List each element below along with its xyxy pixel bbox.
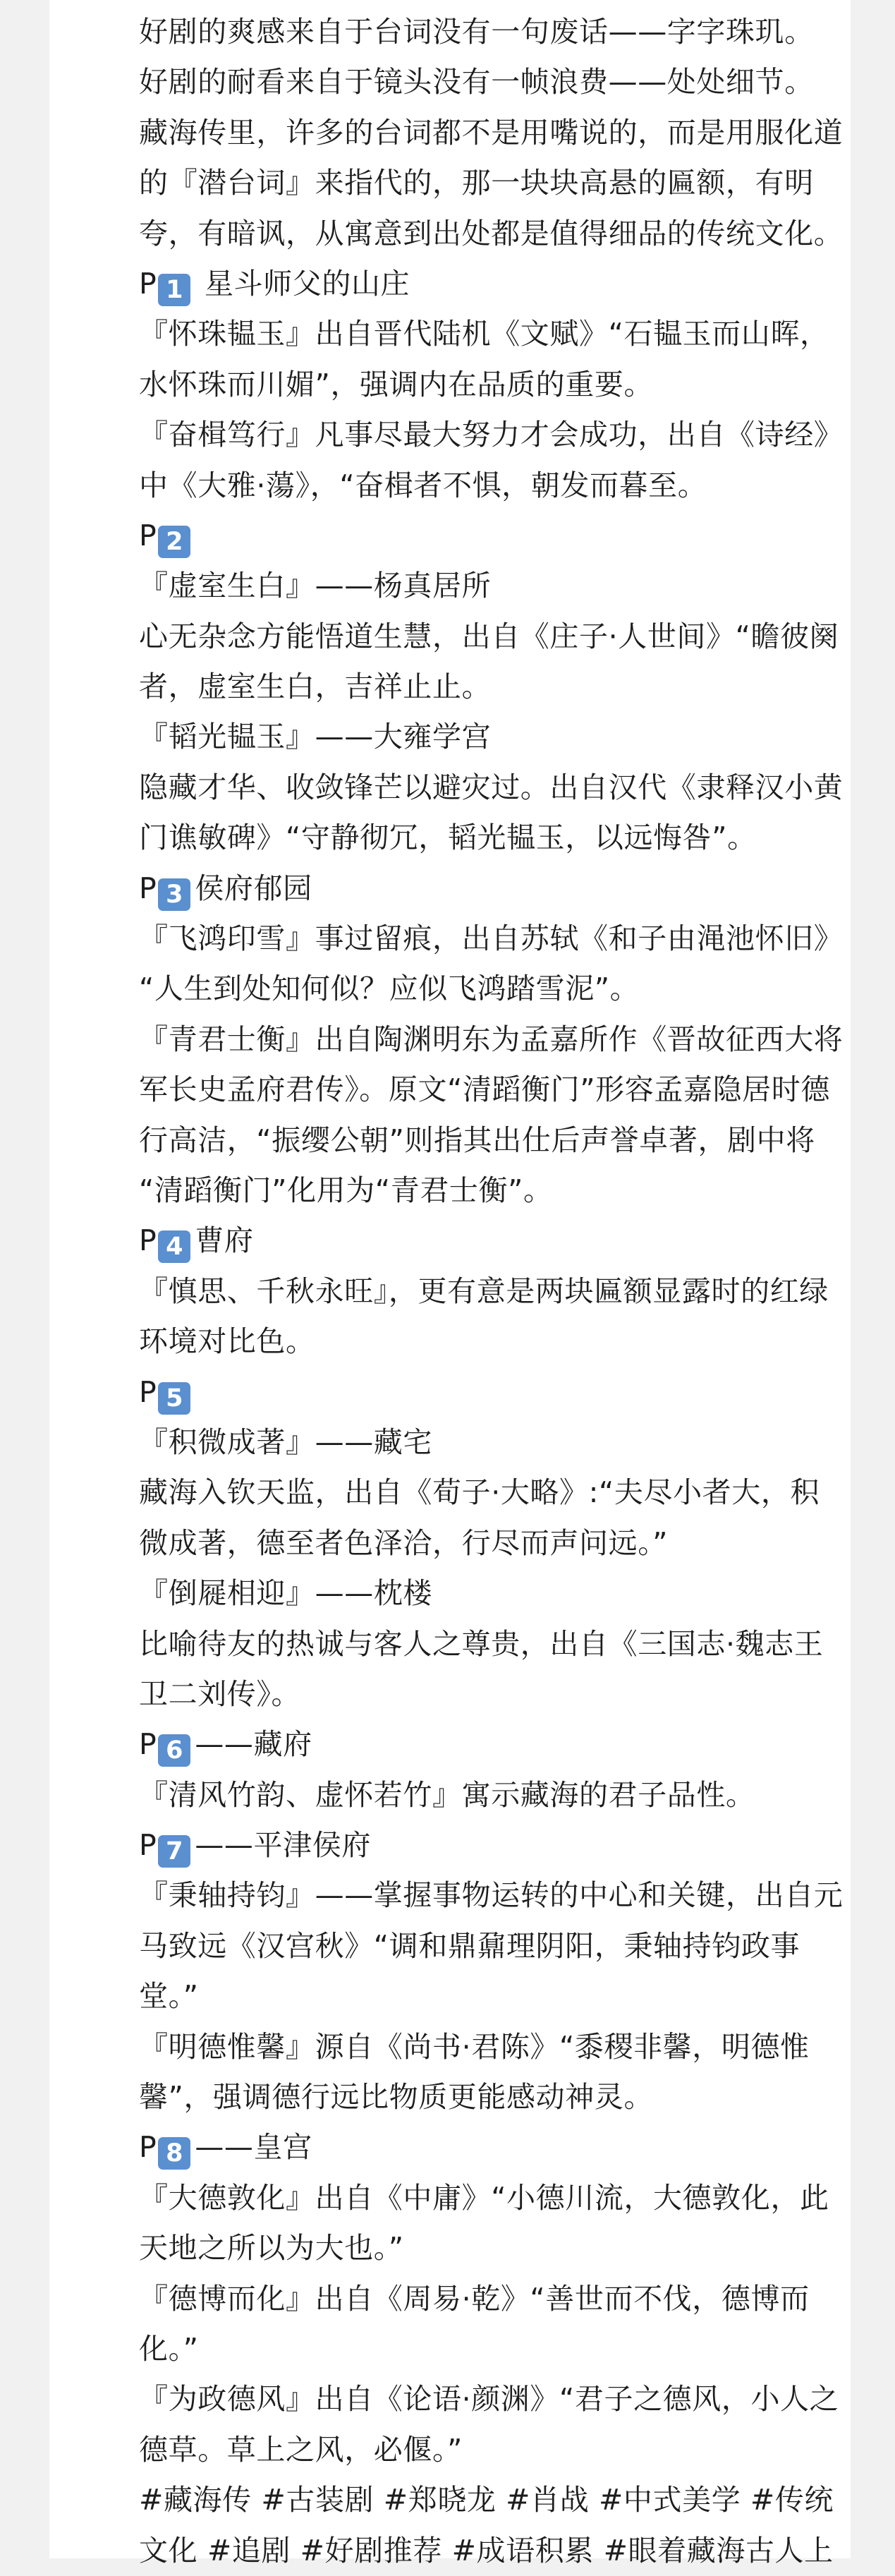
section-title: 曹府	[195, 1223, 254, 1258]
text-line: 微成著，德至者色泽洽，行尽而声问远。”	[139, 1525, 669, 1560]
section-prefix: P	[139, 1727, 157, 1762]
text-line: 卫二刘传》。	[139, 1676, 301, 1711]
number-badge-icon: 5	[158, 1382, 190, 1415]
text-line: 者，虚室生白，吉祥止止。	[139, 670, 492, 704]
text-line: 化。”	[139, 2331, 199, 2366]
text-line: 『慎思、千秋永旺』，更有意是两块匾额显露时的红绿	[139, 1274, 829, 1308]
number-badge-icon: 7	[158, 1835, 190, 1868]
text-line: 好剧的爽感来自于台词没有一句废话——字字珠玑。	[139, 15, 814, 49]
text-line: 的『潜台词』来指代的，那一块块高悬的匾额，有明	[139, 166, 814, 200]
text-line: 隐藏才华、收敛锋芒以避灾过。出自汉代《隶释汉小黄	[139, 770, 844, 804]
text-line: 夸，有暗讽，从寓意到出处都是值得细品的传统文化。	[139, 216, 844, 250]
text-line: 藏海传里，许多的台词都不是用嘴说的，而是用服化道	[139, 115, 844, 150]
number-badge-icon: 6	[158, 1734, 190, 1767]
section-heading	[139, 2122, 872, 2172]
section-prefix: P	[139, 1374, 157, 1409]
section-prefix: P	[139, 518, 157, 552]
section-prefix: P	[139, 1828, 157, 1863]
number-badge-icon: 8	[158, 2137, 190, 2170]
section-title: ——皇宫	[195, 2130, 312, 2165]
text-line: 军长史孟府君传》。原文“清蹈衡门”形容孟嘉隐居时德	[139, 1072, 830, 1107]
article-page	[49, 0, 851, 2568]
section-title: ——平津侯府	[195, 1828, 371, 1863]
text-line: 天地之所以为大也。”	[139, 2231, 404, 2266]
text-line: 比喻待友的热诚与客人之尊贵，出自《三国志·魏志王	[139, 1626, 824, 1661]
text-line: 心无杂念方能悟道生慧，出自《庄子·人世间》“瞻彼阕	[139, 619, 839, 653]
text-line: 『倒屣相迎』——枕楼	[139, 1576, 432, 1611]
text-line: 好剧的耐看来自于镜头没有一帧浪费——处处细节。	[139, 65, 814, 99]
text-line: 『大德敦化』出自《中庸》“小德川流，大德敦化，此	[139, 2180, 829, 2215]
text-line: 门谯敏碑》“守静彻冗，韬光韫玉，以远悔咎”。	[139, 821, 757, 855]
text-line: 『明德惟馨』源自《尚书·君陈》“黍稷非馨，明德惟	[139, 2029, 810, 2064]
section-title: 侯府郁园	[195, 871, 312, 905]
text-line: 『秉轴持钧』——掌握事物运转的中心和关键，出自元	[139, 1878, 844, 1913]
text-line: 『奋楫笃行』凡事尽最大努力才会成功，出自《诗经》	[139, 418, 844, 452]
section-heading	[139, 1820, 872, 1870]
section-heading	[139, 1367, 872, 1417]
text-line: “清蹈衡门”化用为“青君士衡”。	[139, 1173, 553, 1207]
text-line: 馨”，强调德行远比物质更能感动神灵。	[139, 2080, 654, 2115]
section-title: 星斗师父的山庄	[195, 266, 410, 301]
text-line: 『飞鸿印雪』事过留痕，出自苏轼《和子由渑池怀旧》	[139, 921, 844, 956]
text-line: 『为政德风』出自《论语·颜渊》“君子之德风，小人之	[139, 2382, 839, 2417]
text-line: “人生到处知何似？应似飞鸿踏雪泥”。	[139, 972, 640, 1006]
section-title: ——藏府	[195, 1727, 312, 1762]
text-line: 水怀珠而川媚”，强调内在品质的重要。	[139, 367, 654, 401]
number-badge-icon: 1	[158, 274, 190, 306]
section-heading	[139, 259, 872, 309]
article-body	[139, 7, 872, 2576]
text-line: 『德博而化』出自《周易·乾》“善世而不伐，德博而	[139, 2281, 810, 2316]
text-line: 中《大雅·蕩》，“奋楫者不惧，朝发而暮至。	[139, 468, 707, 502]
section-heading	[139, 864, 872, 914]
text-line: 堂。”	[139, 1979, 199, 2014]
text-line: 『韬光韫玉』——大雍学宫	[139, 720, 492, 754]
text-line: 『怀珠韫玉』出自晋代陆机《文赋》“石韫玉而山晖，	[139, 317, 829, 351]
text-line: 环境对比色。	[139, 1324, 315, 1359]
text-line: 『积微成著』——藏宅	[139, 1425, 432, 1459]
number-badge-icon: 2	[158, 526, 190, 558]
section-heading	[139, 511, 872, 561]
number-badge-icon: 3	[158, 878, 190, 911]
number-badge-icon: 4	[158, 1230, 190, 1263]
section-prefix: P	[139, 1223, 157, 1258]
section-prefix: P	[139, 871, 157, 905]
text-line: 行高洁，“振缨公朝”则指其出仕后声誉卓著，剧中将	[139, 1123, 815, 1157]
hashtag-line: #藏海传 #古装剧 #郑晓龙 #肖战 #中式美学 #传统	[139, 2483, 834, 2517]
text-line: 藏海入钦天监，出自《荀子·大略》:“夫尽小者大，积	[139, 1475, 820, 1510]
text-line: 『青君士衡』出自陶渊明东为孟嘉所作《晋故征西大将	[139, 1022, 844, 1056]
section-heading	[139, 1719, 872, 1770]
section-heading	[139, 1216, 872, 1266]
text-line: 『清风竹韵、虚怀若竹』寓示藏海的君子品性。	[139, 1777, 755, 1812]
section-prefix: P	[139, 2130, 157, 2165]
text-line: 『虚室生白』——杨真居所	[139, 569, 492, 603]
section-prefix: P	[139, 266, 157, 301]
text-line: 德草。草上之风，必偃。”	[139, 2432, 463, 2467]
text-line: 马致远《汉宫秋》“调和鼎鼐理阴阳，秉轴持钧政事	[139, 1928, 800, 1963]
hashtag-line: 文化 #追剧 #好剧推荐 #成语积累 #眼着藏海古人上	[139, 2533, 834, 2568]
